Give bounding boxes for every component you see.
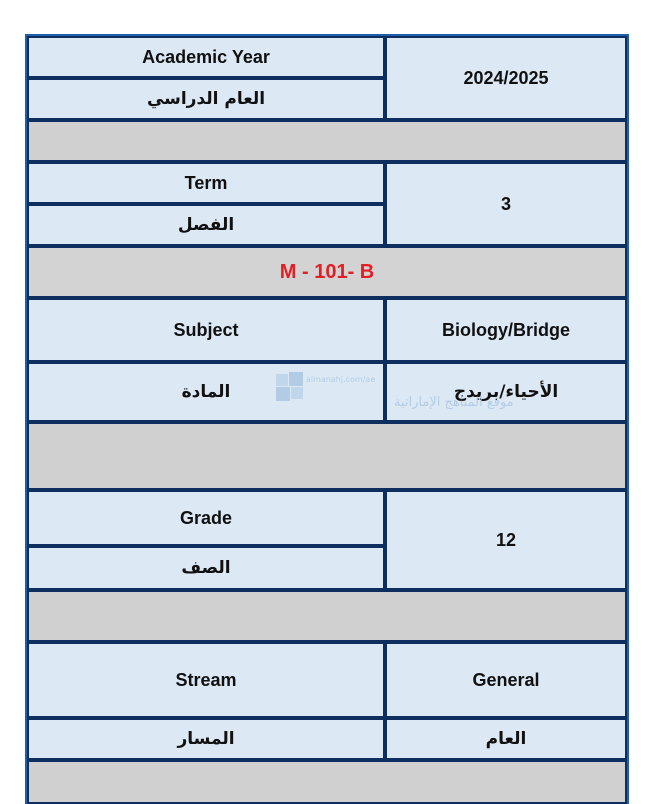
watermark-name: موقع المناهج الإماراتية: [394, 395, 514, 410]
stream-value-ar-text: العام: [485, 729, 527, 749]
spacer-row: [27, 760, 627, 804]
subject-value-ar-text: الأحياء/بريدج: [453, 382, 559, 402]
spacer-row: [27, 422, 627, 490]
watermark-url: almanahj.com/ae: [306, 375, 376, 384]
stream-value-text: General: [472, 669, 540, 690]
grade-value: [385, 490, 627, 590]
academic-year-value-text: 2024/2025: [463, 67, 549, 88]
subject-label-text: Subject: [173, 319, 239, 340]
academic-year-label-ar-text: العام الدراسي: [146, 89, 266, 109]
stream-label-ar-text: المسار: [177, 729, 235, 749]
grade-label-ar: [27, 546, 385, 590]
stream-label-ar: [27, 718, 385, 760]
academic-year-label: [27, 36, 385, 78]
academic-year-label-text: Academic Year: [142, 46, 270, 67]
subject-value: [385, 298, 627, 362]
grade-label: [27, 490, 385, 546]
term-value-text: 3: [500, 193, 511, 214]
grade-label-ar-text: الصف: [181, 558, 231, 578]
subject-value-text: Biology/Bridge: [441, 319, 570, 340]
stream-value-ar: [385, 718, 627, 760]
stream-label: [27, 642, 385, 718]
spacer-row: [27, 120, 627, 162]
term-label-ar: [27, 204, 385, 246]
term-label-text: Term: [184, 172, 228, 193]
term-label: [27, 162, 385, 204]
grade-value-text: 12: [495, 529, 517, 550]
course-code-text: M - 101- B: [279, 260, 375, 283]
subject-label-ar-text: المادة: [181, 382, 231, 402]
grade-label-text: Grade: [179, 507, 233, 528]
academic-year-label-ar: [27, 78, 385, 120]
stream-value: [385, 642, 627, 718]
subject-label: [27, 298, 385, 362]
term-label-ar-text: الفصل: [177, 215, 235, 235]
subject-value-ar: [385, 362, 627, 422]
term-value: [385, 162, 627, 246]
academic-year-value: [385, 36, 627, 120]
spacer-row: [27, 590, 627, 642]
subject-label-ar: [27, 362, 385, 422]
info-table: [25, 34, 629, 804]
course-code: [27, 246, 627, 298]
stream-label-text: Stream: [175, 669, 237, 690]
